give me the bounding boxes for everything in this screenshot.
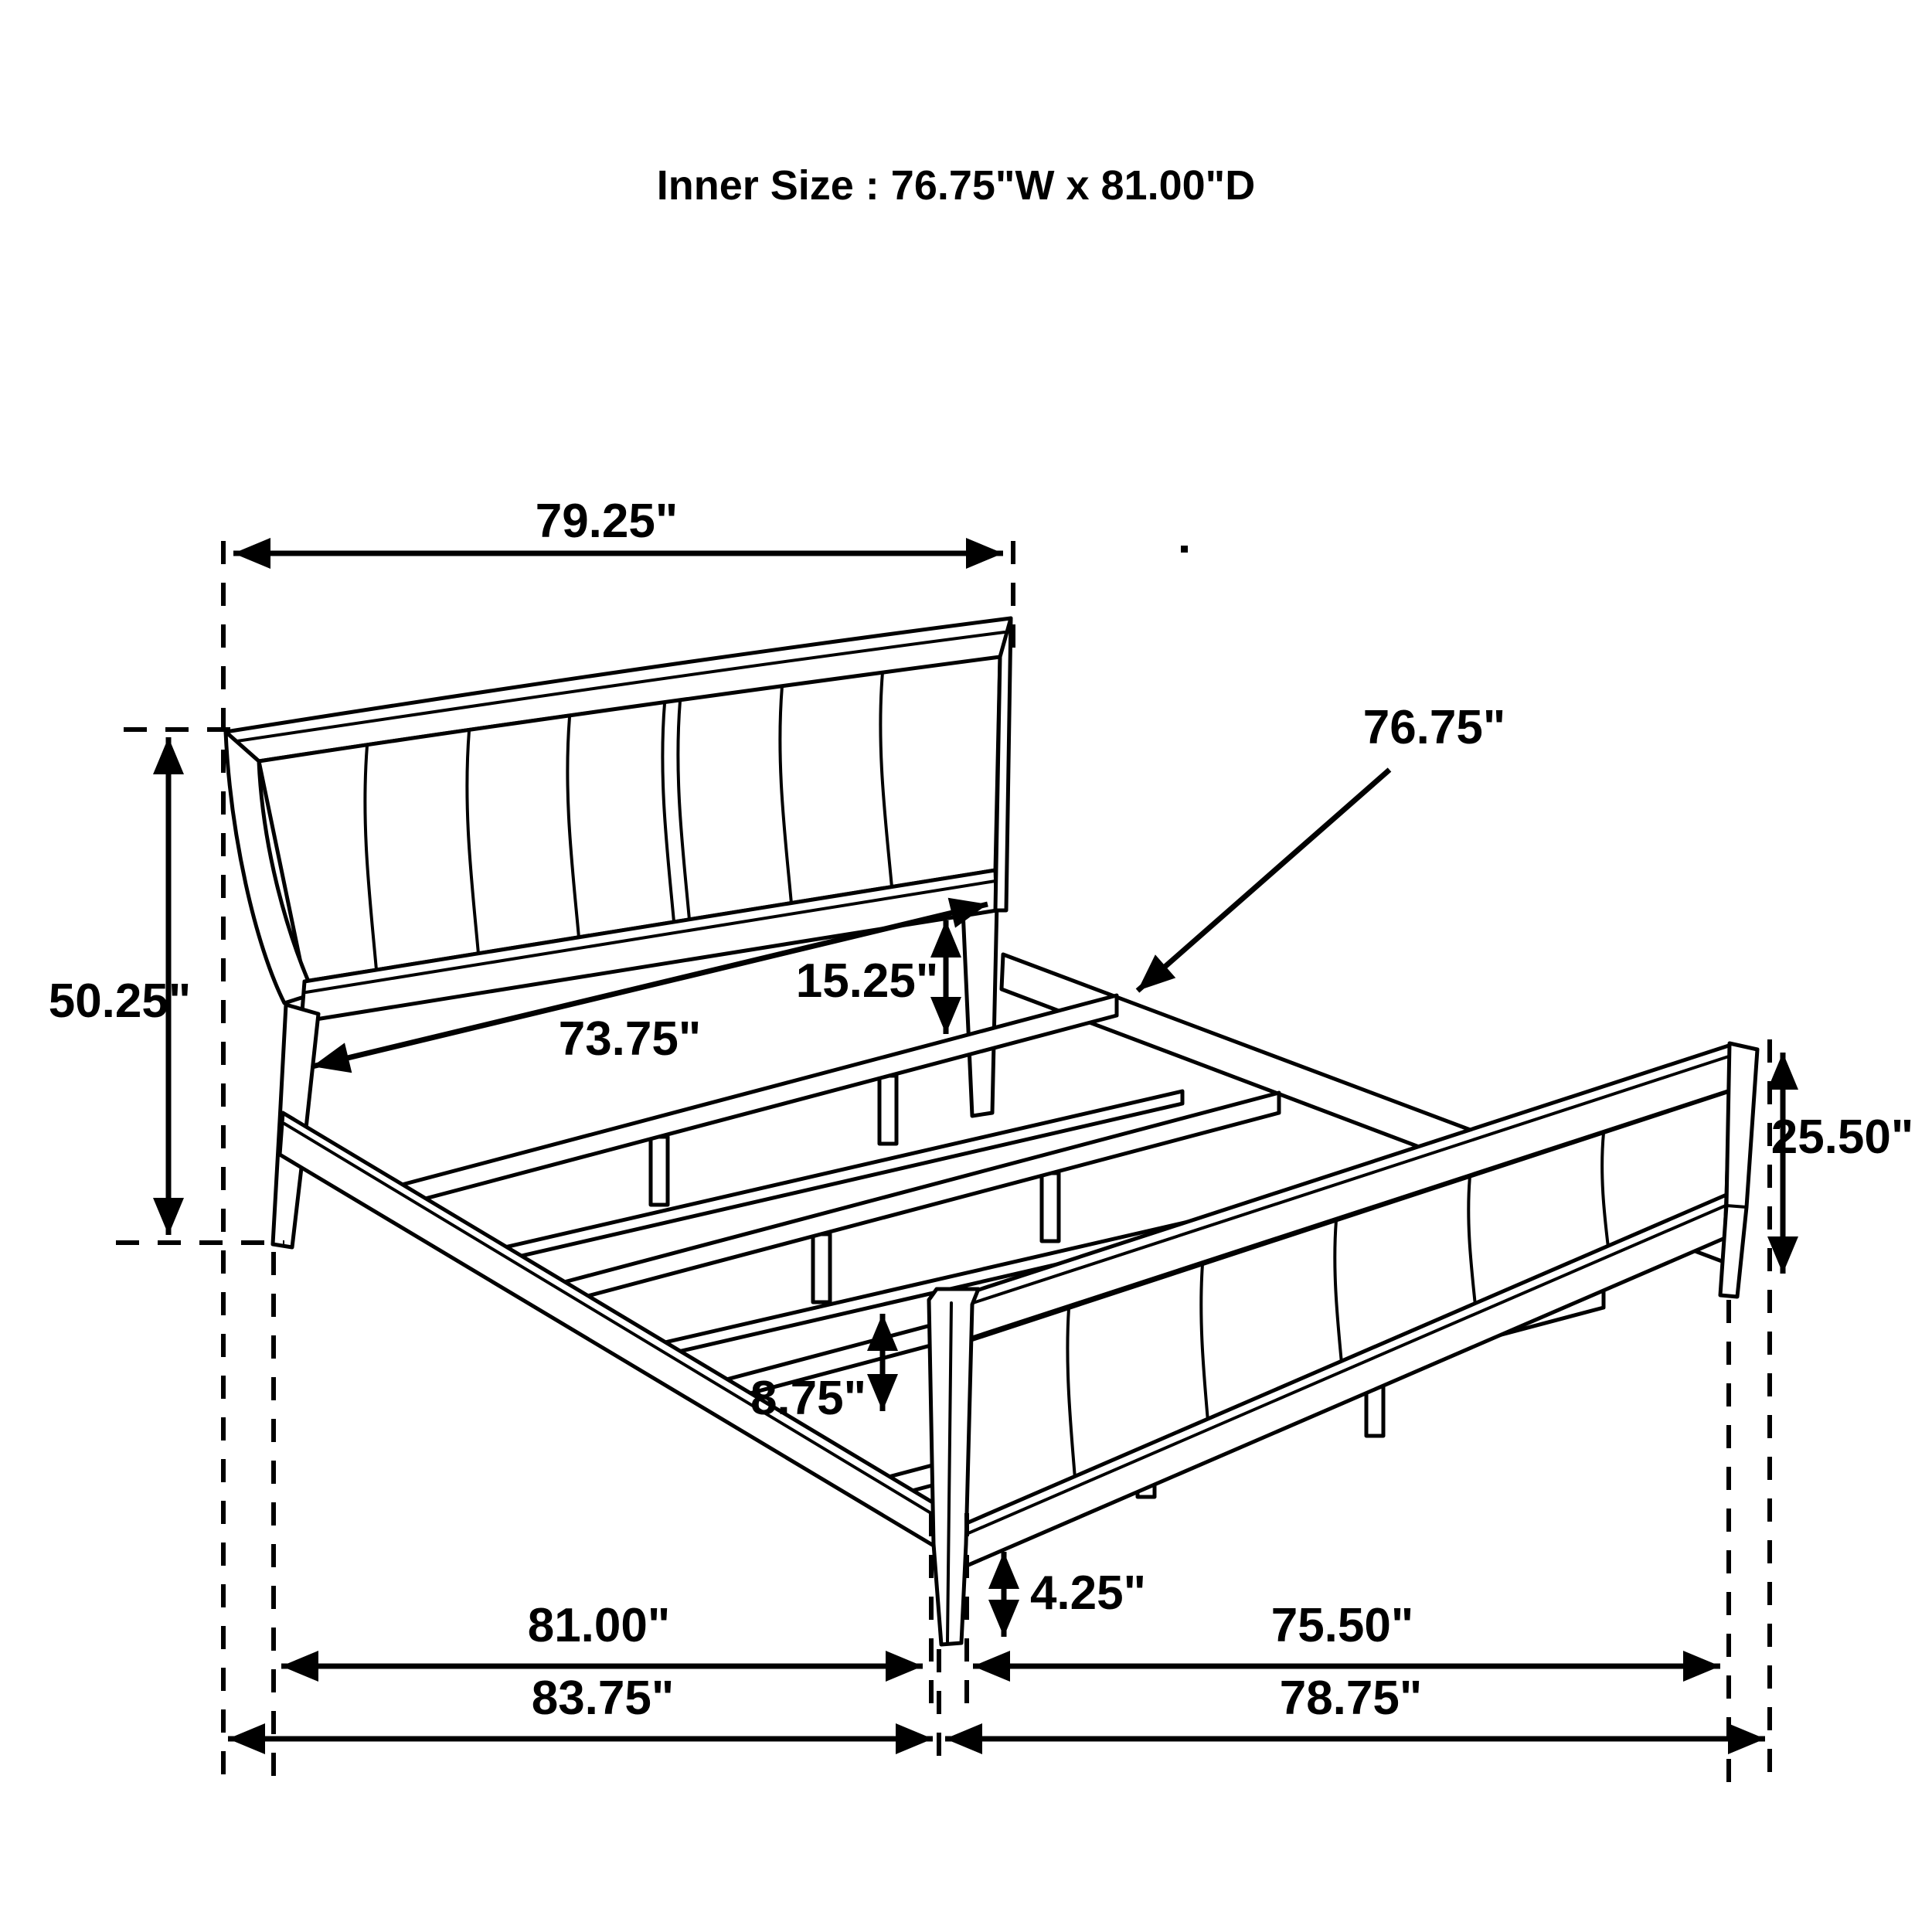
stray-dot <box>1181 546 1188 553</box>
dim-label-headboard-height: 50.25" <box>48 975 192 1028</box>
slat-support-leg <box>651 1137 668 1205</box>
dim-label-footboard-rail-clearance: 4.25" <box>1029 1566 1147 1620</box>
slat-support-leg <box>1042 1173 1059 1241</box>
dim-label-slat-length: 76.75" <box>1362 701 1506 754</box>
slat-support-leg <box>813 1234 830 1302</box>
dim-label-footboard-height: 25.50" <box>1770 1111 1914 1164</box>
dim-label-footboard-inner-width: 75.50" <box>1270 1599 1414 1652</box>
dim-label-under-rail-clearance: 8.75" <box>750 1372 867 1425</box>
dim-label-overall-depth: 83.75" <box>531 1672 675 1725</box>
dim-label-headboard-inner-width: 73.75" <box>558 1012 702 1066</box>
slat-support-leg <box>879 1076 896 1144</box>
dim-label-overall-width: 79.25" <box>535 495 679 548</box>
dim-label-side-rail-length: 81.00" <box>527 1599 671 1652</box>
dim-label-footboard-overall-width: 78.75" <box>1279 1672 1423 1725</box>
diagram-title: Inner Size : 76.75"W x 81.00"D <box>656 162 1256 209</box>
footboard-right-post-taper <box>1726 1206 1747 1207</box>
dim-label-panel-to-slat: 15.25" <box>795 954 939 1008</box>
